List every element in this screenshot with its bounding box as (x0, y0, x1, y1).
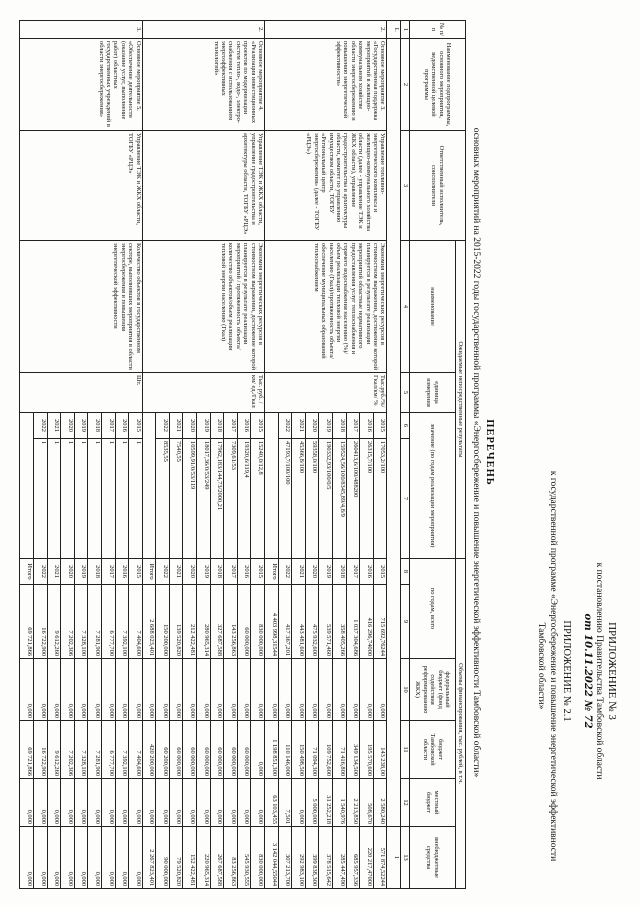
funding-federal: 0,000 (183, 659, 197, 721)
funding-extra: 220 217,47000 (360, 827, 374, 889)
result-year: 2021 (169, 413, 183, 439)
blank-cell (142, 413, 156, 559)
funding-local: 0,000 (74, 779, 88, 827)
funding-total: 539 571,460 (319, 585, 333, 659)
col-header-exp-name: наименование (410, 241, 456, 373)
funding-total: 417 367,201 (278, 585, 292, 659)
result-unit: Шт. (20, 373, 142, 413)
funding-year: 2021 (169, 559, 183, 585)
funding-local: 0,000 (210, 779, 224, 827)
result-value: 7540,55 (169, 439, 183, 559)
funding-regional: 60 000,000 (169, 721, 183, 779)
total-local: 0,000 (20, 779, 34, 827)
funding-federal: 0,000 (333, 659, 347, 721)
total-sum: 4 403 998,31544 (265, 585, 279, 659)
funding-total: 715 692,76244 (373, 585, 387, 659)
funding-extra: 292 983,100 (292, 827, 306, 889)
column-number: 5 (401, 373, 410, 413)
funding-total: 6 777,700 (101, 585, 115, 659)
col-header-fund-local: местный бюджет (410, 779, 456, 827)
funding-local: 0,000 (115, 779, 129, 827)
result-value: 1 (61, 439, 75, 559)
funding-total: 212 422,481 (183, 585, 197, 659)
funding-total: 475 932,600 (305, 585, 319, 659)
result-year: 2018 (210, 413, 224, 439)
column-number: 1 (401, 21, 410, 39)
funding-regional: 60 000,000 (183, 721, 197, 779)
result-value: 18017,36/0/53/249 (197, 439, 211, 559)
funding-local: 0,000 (292, 779, 306, 827)
result-year: 2018 (333, 413, 347, 439)
result-year: 2015 (129, 413, 143, 439)
row-one-n: 1 (387, 827, 401, 889)
funding-federal: 0,000 (47, 659, 61, 721)
col-header-fund-regional: бюджет Тамбовской области (410, 721, 456, 779)
funding-total: 143 256,863 (224, 585, 238, 659)
col-header-name: Наименование подпрограммы, основного мероприятия, ведомственной целевой программы (410, 39, 466, 131)
total-regional: 1 198 851,300 (265, 721, 279, 779)
result-year: 2019 (197, 413, 211, 439)
funding-local: 0,000 (156, 779, 170, 827)
funding-total: 7 404,600 (129, 585, 143, 659)
result-value: 8535,55 (156, 439, 170, 559)
table-row (387, 21, 401, 889)
funding-total: 16 722,900 (33, 585, 47, 659)
funding-year: 2017 (101, 559, 115, 585)
funding-regional: 71 416,800 (333, 721, 347, 779)
funding-year: 2020 (183, 559, 197, 585)
result-year: 2019 (74, 413, 88, 439)
funding-year: 2019 (319, 559, 333, 585)
funding-total: 9 612,260 (47, 585, 61, 659)
result-year: 2020 (305, 413, 319, 439)
column-number: 8 (401, 559, 410, 585)
funding-total: 358 405,266 (333, 585, 347, 659)
column-number: 13 (401, 827, 410, 889)
funding-year: 2019 (197, 559, 211, 585)
measure-executor: Управление ТЭК и ЖКХ области, управление градостроительства и архитектуры области, ТОГБУ «РЦЭ» (142, 131, 264, 241)
funding-regional: 109 752,600 (319, 721, 333, 779)
funding-local: 5 000,000 (305, 779, 319, 827)
funding-year: 2018 (333, 559, 347, 585)
column-number: 9 (401, 585, 410, 659)
row-one-number: 1. (387, 21, 401, 39)
funding-extra: 685 957,336 (346, 827, 360, 889)
funding-local: 0,000 (169, 779, 183, 827)
funding-regional: 110 146,000 (278, 721, 292, 779)
col-header-executor: Ответственный исполнитель, соисполнители (410, 131, 466, 241)
result-year: 2016 (115, 413, 129, 439)
funding-regional: 60 000,000 (237, 721, 251, 779)
funding-local: 31 252,218 (319, 779, 333, 827)
funding-extra: 545 930,555 (237, 827, 251, 889)
funding-extra: 571 874,52244 (373, 827, 387, 889)
measure-name: Основное мероприятие 3. «Государственная поддержка мероприятий в жилищно-коммунальном хозяйстве области энергосбережению и повышению энергетической эффективности» (265, 39, 387, 131)
funding-extra: 378 515,642 (319, 827, 333, 889)
result-value: 159524,56/100/8345,89/4,8/9 (333, 439, 347, 559)
funding-federal: 0,000 (74, 659, 88, 721)
funding-federal: 0,000 (197, 659, 211, 721)
result-year: 2016 (360, 413, 374, 439)
col-header-no: № п/п (410, 21, 466, 39)
funding-local: 0,000 (183, 779, 197, 827)
total-sum: 2 688 023,401 (142, 585, 156, 659)
result-value: 1 (101, 439, 115, 559)
result-year: 2018 (88, 413, 102, 439)
funding-regional: 143 238,00 (373, 721, 387, 779)
funding-local: 0,000 (224, 779, 238, 827)
funding-year: 2018 (88, 559, 102, 585)
handwritten-date: от 10.11.2022 № 72 (582, 613, 593, 729)
funding-total: 7 281,900 (88, 585, 102, 659)
result-description: Экономия энергетических ресурсов в стоимостном выражении, достижение которой планируется в результате реализации мероприятий областные нормативного предоставления услуг теплоснабжения и горячего водоснабжения населению (%)/объем реализации тепловой энергии населению (Гкал)/протяженность объекта/ обеспечение муниципальных образований теплоснабжением (265, 241, 387, 373)
funding-total: 830 000,000 (251, 585, 265, 659)
appendix-21-heading: ПРИЛОЖЕНИЕ № 2.1 (561, 620, 572, 722)
funding-federal: 0,000 (373, 659, 387, 721)
column-numbers-row (401, 21, 410, 889)
funding-regional: 6 777,700 (101, 721, 115, 779)
total-regional: 420 200,000 (142, 721, 156, 779)
funding-federal: 0,000 (61, 659, 75, 721)
funding-regional: 7 202,306 (61, 721, 75, 779)
funding-extra: 83 256,863 (224, 827, 238, 889)
funding-year: 2022 (156, 559, 170, 585)
funding-extra: 0,000 (74, 827, 88, 889)
funding-extra: 0,000 (33, 827, 47, 889)
total-extra: 3 142 044,55044 (265, 827, 279, 889)
funding-year: 2020 (61, 559, 75, 585)
result-year: 2021 (292, 413, 306, 439)
result-year: 2022 (33, 413, 47, 439)
measure-name: Основное мероприятие 4. «Реализация инвестиционных проектов по модернизации систем тепло-, водо-, электро-снабжения с использованием энергоэффективных технологий» (142, 39, 264, 131)
funding-local: 508,670 (360, 779, 374, 827)
total-federal: 0,000 (20, 659, 34, 721)
funding-year: 2015 (129, 559, 143, 585)
result-year: 2017 (224, 413, 238, 439)
funding-federal: 0,000 (169, 659, 183, 721)
blank-cell (265, 413, 279, 559)
result-description: Количество объектов в государственном секторе, выполнивших мероприятия в области энергосбережения и повышения энергетической эффективности (20, 241, 142, 373)
funding-federal: 0,000 (346, 659, 360, 721)
funding-extra: 0,000 (101, 827, 115, 889)
col-header-exp-value: значение (по годам реализации мероприятия) (410, 413, 456, 559)
total-label: Итого (142, 559, 156, 585)
funding-total: 443 481,600 (292, 585, 306, 659)
funding-local: 0,000 (33, 779, 47, 827)
result-unit: Тыс. руб. /км/ ед./Гкал (142, 373, 264, 413)
column-number: 10 (401, 659, 410, 721)
result-value: 45366,8/100 (292, 439, 306, 559)
funding-total: 7 328,100 (74, 585, 88, 659)
funding-extra: 220 965,314 (197, 827, 211, 889)
funding-regional: 195 570,600 (360, 721, 374, 779)
result-year: 2015 (373, 413, 387, 439)
funding-federal: 0,000 (292, 659, 306, 721)
appendix-21-subheading: к государственной программе «Энергосбережение и повышение энергетической эффективности Тамбовской области» (536, 470, 558, 862)
funding-extra: 79 520,820 (169, 827, 183, 889)
funding-year: 2017 (346, 559, 360, 585)
result-year: 2022 (156, 413, 170, 439)
measure-name: Основное мероприятие 5. «Обеспечение деятельности (оказание услуг, выполнение работ) областных государственных учреждений в области энергосбережения» (20, 39, 142, 131)
funding-year: 2021 (292, 559, 306, 585)
section-number: 3. (20, 21, 142, 39)
funding-federal: 0,000 (251, 659, 265, 721)
document-subtitle: основных мероприятий на 2015-2022 годы государственной программы «Энергосбережение и повышение энергетической эффективности Тамбовской области» (471, 127, 481, 778)
funding-federal: 0,000 (278, 659, 292, 721)
column-number: 11 (401, 721, 410, 779)
funding-regional: 0,000 (251, 721, 265, 779)
table-row (251, 21, 265, 889)
funding-extra: 307 213,700 (278, 827, 292, 889)
col-header-fund-total: по годам, всего (410, 559, 456, 659)
result-year: 2021 (47, 413, 61, 439)
result-value: 1 (74, 439, 88, 559)
result-description: Экономия энергетических ресурсов в стоимостном выражении, достижение которой планируется в результате реализации мероприятий / протяженность объекта/количество объектов/объем реализации тепловой энергии населению (Гкал) (142, 241, 264, 373)
funding-federal: 0,000 (129, 659, 143, 721)
column-number: 7 (401, 439, 410, 559)
funding-year: 2016 (360, 559, 374, 585)
table-row (129, 21, 143, 889)
funding-extra: 830 000,000 (251, 827, 265, 889)
col-header-fund-federal: федеральный бюджет (фонд содействия реформированию ЖКХ) (410, 659, 456, 721)
col-header-funding: Объемы финансирования, тыс. рублей, в т.ч. (456, 559, 466, 889)
table-row (373, 21, 387, 889)
funding-local: 2 580,240 (373, 779, 387, 827)
funding-local: 0,000 (129, 779, 143, 827)
funding-total: 139 520,820 (169, 585, 183, 659)
total-federal: 0,000 (265, 659, 279, 721)
result-value: 1 (88, 439, 102, 559)
funding-regional: 60 000,000 (197, 721, 211, 779)
funding-year: 2020 (305, 559, 319, 585)
funding-extra: 0,000 (88, 827, 102, 889)
funding-total: 327 687,588 (210, 585, 224, 659)
result-value: 1 (33, 439, 47, 559)
result-year: 2022 (278, 413, 292, 439)
result-value: 59358,0/100 (305, 439, 319, 559)
funding-local: 0,000 (47, 779, 61, 827)
total-local: 0,000 (142, 779, 156, 827)
funding-regional: 150 498,500 (292, 721, 306, 779)
section-number: 2. (142, 21, 264, 39)
total-extra: 0,000 (20, 827, 34, 889)
funding-federal: 0,000 (115, 659, 129, 721)
funding-total: 60 000,000 (237, 585, 251, 659)
funding-extra: 0,000 (47, 827, 61, 889)
funding-local: 0,000 (237, 779, 251, 827)
funding-regional: 349 134,500 (346, 721, 360, 779)
result-year: 2015 (251, 413, 265, 439)
total-federal: 0,000 (142, 659, 156, 721)
funding-local: 0,000 (88, 779, 102, 827)
result-value: 10599,91/0/53/119 (183, 439, 197, 559)
total-regional: 69 721,866 (20, 721, 34, 779)
funding-federal: 0,000 (360, 659, 374, 721)
funding-federal: 0,000 (101, 659, 115, 721)
result-year: 2016 (237, 413, 251, 439)
column-number: 3 (401, 131, 410, 241)
funding-local: 0,000 (251, 779, 265, 827)
funding-extra: 267 687,588 (210, 827, 224, 889)
funding-federal: 0,000 (224, 659, 238, 721)
funding-regional: 9 612,260 (47, 721, 61, 779)
funding-local: 0,000 (61, 779, 75, 827)
result-value: 17053,2/100 (373, 439, 387, 559)
funding-total: 7 392,100 (115, 585, 129, 659)
funding-local: 7,501 (278, 779, 292, 827)
funding-year: 2019 (74, 559, 88, 585)
measure-executor: Управление топливно-энергетического комплекса и жилищно-коммунального хозяйства области (далее - управление ТЭК и ЖКХ области), управление градостроительства и архитектуры области, комитет по управлению имуществом области, ТОГБУ «Региональный центр энергосбережения» (далее - ТОГБУ «РЦЭ») (265, 131, 387, 241)
funding-federal: 0,000 (319, 659, 333, 721)
result-value: 17962,183/144,73/2000,21 (210, 439, 224, 559)
blank-cell (20, 413, 34, 559)
funding-regional: 16 722,900 (33, 721, 47, 779)
funding-total: 150 200,000 (156, 585, 170, 659)
funding-year: 2018 (210, 559, 224, 585)
funding-federal: 0,000 (210, 659, 224, 721)
funding-local: 0,000 (197, 779, 211, 827)
document-title: ПЕРЕЧЕНЬ (484, 419, 495, 486)
funding-federal: 0,000 (33, 659, 47, 721)
funding-regional: 60 000,000 (210, 721, 224, 779)
funding-regional: 7 392,100 (115, 721, 129, 779)
result-year: 2017 (346, 413, 360, 439)
funding-year: 2016 (237, 559, 251, 585)
result-value: 1 (115, 439, 129, 559)
funding-federal: 0,000 (237, 659, 251, 721)
total-label: Итого (20, 559, 34, 585)
result-value: 26315,7/100 (360, 439, 374, 559)
funding-extra: 0,000 (61, 827, 75, 889)
result-value: 1 (47, 439, 61, 559)
total-local: 63 103,455 (265, 779, 279, 827)
col-header-fund-extra: внебюджетные средства (410, 827, 456, 889)
result-unit: Тыс.руб./%/ Гкал/км/ % (265, 373, 387, 413)
column-number: 2 (401, 39, 410, 131)
funding-year: 2016 (115, 559, 129, 585)
column-number: 6 (401, 413, 410, 439)
funding-year: 2015 (373, 559, 387, 585)
funding-year: 2015 (251, 559, 265, 585)
section-number: 2. (265, 21, 387, 39)
column-number: 12 (401, 779, 410, 827)
column-number: 4 (401, 241, 410, 373)
funding-regional: 7 404,600 (129, 721, 143, 779)
result-year: 2020 (183, 413, 197, 439)
funding-federal: 0,000 (156, 659, 170, 721)
funding-year: 2021 (47, 559, 61, 585)
result-value: 15240,0/12,8 (251, 439, 265, 559)
measure-executor: Управление ТЭК и ЖКХ области, ТОГБУ «РЦЭ» (20, 131, 142, 241)
funding-total: 280 965,314 (197, 585, 211, 659)
funding-local: 0,000 (101, 779, 115, 827)
col-header-expected: Ожидаемые непосредственные результаты (456, 241, 466, 559)
result-year: 2019 (319, 413, 333, 439)
funding-local: 1 540,976 (333, 779, 347, 827)
funding-extra: 152 422,481 (183, 827, 197, 889)
funding-regional: 7 281,900 (88, 721, 102, 779)
result-value: 190332,93/100/0/5 (319, 439, 333, 559)
appendix-3-subheading: к постановлению Правительства Тамбовской области (594, 562, 604, 780)
funding-year: 2022 (33, 559, 47, 585)
funding-extra: 90 000,000 (156, 827, 170, 889)
result-value: 260413,6/100/488200 (346, 439, 360, 559)
funding-extra: 0,000 (129, 827, 143, 889)
funding-regional: 71 094,300 (305, 721, 319, 779)
funding-local: 2 213,850 (346, 779, 360, 827)
result-value: 1 (129, 439, 143, 559)
funding-regional: 60 000,000 (224, 721, 238, 779)
result-value: 7309,61/53 (224, 439, 238, 559)
result-value: 19320,6/119,4 (237, 439, 251, 559)
row-one-text (387, 39, 401, 827)
appendix-3-heading: ПРИЛОЖЕНИЕ № 3 (606, 622, 618, 720)
total-extra: 2 267 823,401 (142, 827, 156, 889)
measures-table (19, 20, 466, 889)
result-year: 2020 (61, 413, 75, 439)
funding-total: 416 296,74000 (360, 585, 374, 659)
funding-extra: 285 447,490 (333, 827, 347, 889)
funding-federal: 0,000 (88, 659, 102, 721)
funding-regional: 7 328,100 (74, 721, 88, 779)
result-year: 2017 (101, 413, 115, 439)
funding-total: 1 037 304,686 (346, 585, 360, 659)
col-header-exp-unit: единица измерения (410, 373, 456, 413)
total-label: Итого (265, 559, 279, 585)
funding-extra: 0,000 (115, 827, 129, 889)
funding-year: 2017 (224, 559, 238, 585)
total-sum: 69 721,866 (20, 585, 34, 659)
funding-federal: 0,000 (305, 659, 319, 721)
funding-extra: 399 838,300 (305, 827, 319, 889)
result-value: 47193,7/100/100 (278, 439, 292, 559)
funding-year: 2022 (278, 559, 292, 585)
funding-regional: 60 200,000 (156, 721, 170, 779)
funding-total: 7 202,306 (61, 585, 75, 659)
